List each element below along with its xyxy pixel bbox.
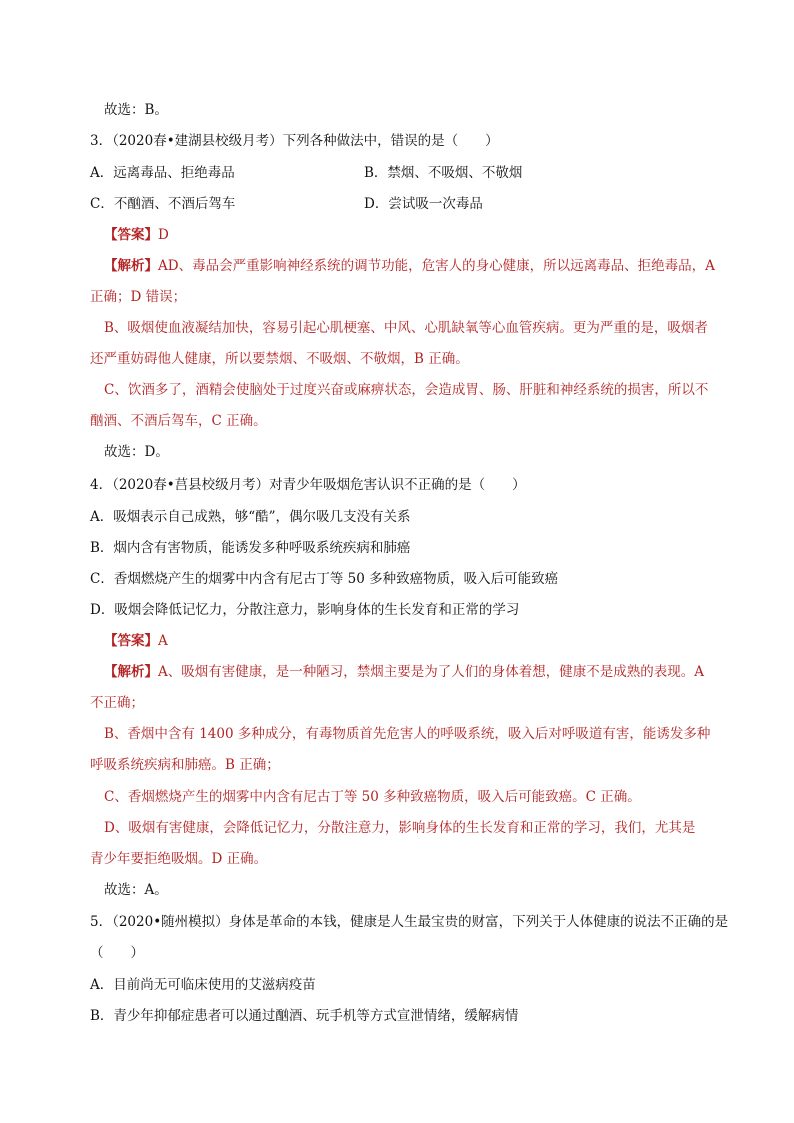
q5-option-a: A．目前尚无可临床使用的艾滋病疫苗 <box>90 977 316 993</box>
answer-tag: 【答案】 <box>104 227 158 243</box>
q3-option-c: C．不酗酒、不酒后驾车 <box>90 196 236 212</box>
q4-analysis-line-3: C、香烟燃烧产生的烟雾中内含有尼古丁等 50 多种致癌物质，吸入后可能致癌。C 正确。 <box>104 789 641 805</box>
q5-stem: 5．（2020•随州模拟）身体是革命的本钱，健康是人生最宝贵的财富，下列关于人体健康的说法不正确的是 <box>90 914 729 930</box>
answer-tag: 【答案】 <box>104 633 158 649</box>
q3-answer <box>104 225 169 245</box>
answer-value: D <box>158 227 169 243</box>
q3-analysis-line-3a: C、饮酒多了，酒精会使脑处于过度兴奋或麻痹状态，会造成胃、肠、肝脏和神经系统的损害，所以不 <box>104 382 709 398</box>
q4-option-c: C．香烟燃烧产生的烟雾中内含有尼古丁等 50 多种致癌物质，吸入后可能致癌 <box>90 571 559 587</box>
q4-analysis-line-2a: B、香烟中含有 1400 多种成分，有毒物质首先危害人的呼吸系统，吸入后对呼吸道有害，能诱发多种 <box>104 726 711 742</box>
q2-conclusion: 故选：B。 <box>104 102 168 118</box>
q3-analysis-line-2a: B、吸烟使血液凝结加快，容易引起心肌梗塞、中风、心肌缺氧等心血管疾病。更为严重的是，吸烟者 <box>104 320 708 336</box>
q4-analysis-line-4b: 青少年要拒绝吸烟。D 正确。 <box>90 851 268 867</box>
q3-conclusion: 故选：D。 <box>104 444 169 460</box>
q3-analysis-line-1b: 正确；D 错误； <box>90 289 187 305</box>
q3-stem: 3．（2020春•建湖县校级月考）下列各种做法中，错误的是（ ） <box>90 133 499 149</box>
q4-option-b: B．烟内含有害物质，能诱发多种呼吸系统疾病和肺癌 <box>90 540 411 556</box>
q3-analysis-line-3b: 酗酒、不酒后驾车，C 正确。 <box>90 413 267 429</box>
q3-option-d: D．尝试吸一次毒品 <box>364 196 483 212</box>
q4-stem: 4．（2020春•莒县校级月考）对青少年吸烟危害认识不正确的是（ ） <box>90 477 526 493</box>
q3-analysis-line-2b: 还严重妨碍他人健康，所以要禁烟、不吸烟、不敬烟，B 正确。 <box>90 351 469 367</box>
q4-analysis-line-2b: 呼吸系统疾病和肺癌。B 正确； <box>90 757 280 773</box>
q3-option-a: A．远离毒品、拒绝毒品 <box>90 165 235 181</box>
analysis-tag: 【解析】 <box>104 664 158 680</box>
q4-conclusion: 故选：A。 <box>104 882 168 898</box>
q4-analysis-line-4a: D、吸烟有害健康，会降低记忆力，分散注意力，影响身体的生长发育和正常的学习，我们，尤其是 <box>104 820 696 836</box>
q4-analysis-line-1b: 不正确； <box>90 695 144 711</box>
q3-option-b: B．禁烟、不吸烟、不敬烟 <box>364 165 523 181</box>
answer-value: A <box>158 633 168 649</box>
q5-stem-brackets: （ ） <box>90 945 144 961</box>
q4-option-a: A．吸烟表示自己成熟，够“酷”，偶尔吸几支没有关系 <box>90 509 411 525</box>
q3-analysis-line-1: 【解析】AD、毒品会严重影响神经系统的调节功能，危害人的身心健康，所以远离毒品、拒绝毒品，A <box>104 258 715 274</box>
q5-option-b: B．青少年抑郁症患者可以通过酗酒、玩手机等方式宣泄情绪，缓解病情 <box>90 1008 519 1024</box>
q4-option-d: D．吸烟会降低记忆力，分散注意力，影响身体的生长发育和正常的学习 <box>90 602 520 618</box>
q4-analysis-line-1: 【解析】A、吸烟有害健康，是一种陋习，禁烟主要是为了人们的身体着想，健康不是成熟的表现。A <box>104 664 704 680</box>
q4-answer <box>104 631 168 651</box>
analysis-tag: 【解析】 <box>104 258 158 274</box>
